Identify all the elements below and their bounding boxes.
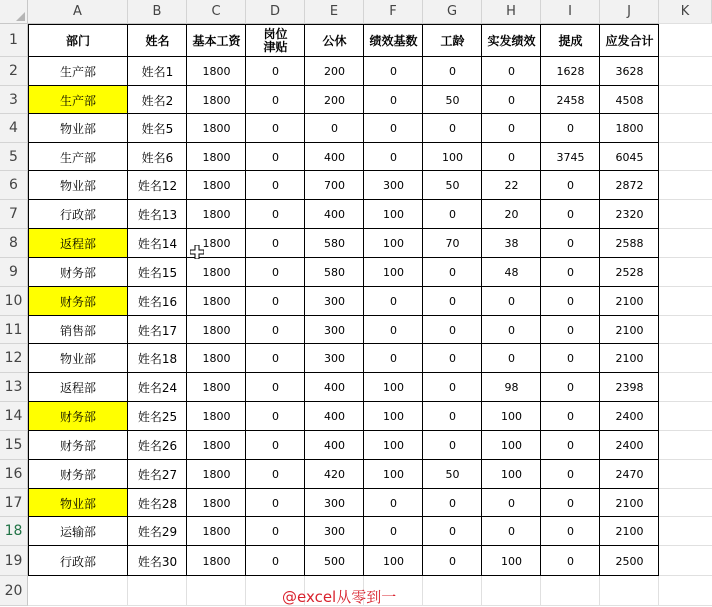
row-header-3[interactable]: 3 [0, 86, 28, 114]
header-cell-d[interactable]: 岗位 津贴 [263, 26, 288, 54]
header-cell-a[interactable]: 部门 [65, 34, 90, 48]
table-cell[interactable]: 2100 [615, 352, 644, 365]
table-cell[interactable]: 生产部 [59, 65, 96, 79]
table-cell[interactable]: 0 [567, 266, 574, 279]
table-cell[interactable]: 0 [567, 496, 574, 510]
table-cell[interactable]: 4508 [615, 93, 644, 107]
table-cell[interactable]: 0 [272, 150, 279, 164]
row-header-16[interactable]: 16 [0, 460, 28, 489]
table-cell[interactable]: 0 [449, 65, 456, 78]
table-cell[interactable]: 0 [272, 237, 279, 250]
table-cell[interactable]: 财务部 [28, 287, 128, 316]
table-cell[interactable]: 0 [567, 323, 574, 337]
table-cell[interactable]: 0 [272, 65, 279, 78]
table-cell[interactable]: 物业部 [59, 352, 96, 366]
table-cell[interactable]: 100 [383, 208, 404, 221]
table-cell[interactable]: 100 [501, 554, 522, 568]
table-cell[interactable]: 0 [272, 554, 279, 568]
table-cell[interactable]: 2100 [615, 323, 644, 337]
table-cell[interactable]: 生产部 [28, 86, 128, 114]
table-cell[interactable]: 姓名25 [137, 410, 178, 424]
table-cell[interactable]: 0 [390, 93, 397, 107]
table-cell[interactable]: 姓名24 [137, 381, 178, 395]
table-cell[interactable]: 100 [442, 150, 463, 164]
table-cell[interactable]: 2100 [615, 496, 644, 510]
row-header-1[interactable]: 1 [0, 24, 28, 57]
table-cell[interactable]: 0 [508, 295, 515, 308]
table-cell[interactable]: 0 [508, 352, 515, 365]
table-cell[interactable]: 0 [272, 208, 279, 221]
table-cell[interactable]: 0 [567, 179, 574, 192]
table-cell[interactable]: 0 [449, 410, 456, 423]
table-cell[interactable]: 1800 [615, 122, 644, 135]
table-cell[interactable]: 2500 [615, 554, 644, 568]
table-cell[interactable]: 0 [508, 122, 515, 135]
table-cell[interactable]: 0 [272, 266, 279, 279]
table-cell[interactable]: 物业部 [28, 489, 128, 517]
column-header-e[interactable]: E [305, 0, 364, 24]
row-header-15[interactable]: 15 [0, 431, 28, 460]
table-cell[interactable]: 0 [331, 122, 338, 135]
table-cell[interactable]: 2400 [615, 410, 644, 423]
table-cell[interactable]: 2398 [615, 381, 644, 394]
table-cell[interactable]: 1800 [202, 65, 231, 78]
table-cell[interactable]: 0 [390, 122, 397, 135]
column-header-j[interactable]: J [600, 0, 659, 24]
table-cell[interactable]: 0 [508, 65, 515, 78]
table-cell[interactable]: 1800 [202, 179, 231, 192]
table-cell[interactable]: 400 [324, 381, 345, 394]
table-cell[interactable]: 0 [272, 496, 279, 510]
table-cell[interactable]: 0 [272, 93, 279, 107]
table-cell[interactable]: 0 [272, 468, 279, 481]
table-cell[interactable]: 300 [383, 179, 404, 192]
select-all-corner[interactable] [0, 0, 28, 24]
row-header-10[interactable]: 10 [0, 287, 28, 316]
table-cell[interactable]: 1800 [202, 468, 231, 481]
column-header-i[interactable]: I [541, 0, 600, 24]
table-cell[interactable]: 400 [324, 410, 345, 423]
table-cell[interactable]: 300 [324, 352, 345, 365]
table-cell[interactable]: 100 [501, 410, 522, 423]
header-cell-g[interactable]: 工龄 [440, 34, 465, 48]
table-cell[interactable]: 0 [272, 352, 279, 365]
table-cell[interactable]: 1800 [202, 410, 231, 423]
table-cell[interactable]: 2400 [615, 439, 644, 452]
table-cell[interactable]: 100 [383, 381, 404, 394]
table-cell[interactable]: 0 [508, 150, 515, 164]
header-cell-c[interactable]: 基本工资 [192, 34, 241, 48]
table-cell[interactable]: 0 [272, 410, 279, 423]
table-cell[interactable]: 0 [567, 554, 574, 568]
table-cell[interactable]: 200 [324, 93, 345, 107]
table-cell[interactable]: 0 [390, 323, 397, 337]
table-cell[interactable]: 0 [390, 150, 397, 164]
table-cell[interactable]: 物业部 [59, 179, 96, 193]
table-cell[interactable]: 50 [445, 468, 460, 481]
table-cell[interactable]: 0 [567, 410, 574, 423]
table-cell[interactable]: 2588 [615, 237, 644, 250]
table-cell[interactable]: 0 [567, 208, 574, 221]
table-cell[interactable]: 1800 [202, 295, 231, 308]
table-cell[interactable]: 0 [272, 439, 279, 452]
column-header-a[interactable]: A [28, 0, 128, 24]
table-cell[interactable]: 1800 [202, 208, 231, 221]
column-header-h[interactable]: H [482, 0, 541, 24]
table-cell[interactable]: 0 [508, 323, 515, 337]
table-cell[interactable]: 1800 [202, 93, 231, 107]
table-cell[interactable]: 0 [272, 122, 279, 135]
header-cell-i[interactable]: 提成 [558, 34, 583, 48]
table-cell[interactable]: 返程部 [28, 229, 128, 258]
table-cell[interactable]: 姓名13 [137, 208, 178, 222]
table-cell[interactable]: 姓名15 [137, 266, 178, 280]
table-cell[interactable]: 0 [508, 496, 515, 510]
table-cell[interactable]: 0 [449, 352, 456, 365]
table-cell[interactable]: 0 [508, 93, 515, 107]
table-cell[interactable]: 姓名28 [137, 496, 178, 511]
table-cell[interactable]: 0 [272, 295, 279, 308]
table-cell[interactable]: 2320 [615, 208, 644, 221]
header-cell-f[interactable]: 绩效基数 [369, 34, 418, 48]
table-cell[interactable]: 580 [324, 237, 345, 250]
table-cell[interactable]: 1628 [556, 65, 585, 78]
table-cell[interactable]: 0 [449, 122, 456, 135]
table-cell[interactable]: 2458 [556, 93, 585, 107]
table-cell[interactable]: 0 [449, 266, 456, 279]
table-cell[interactable]: 0 [567, 525, 574, 538]
table-cell[interactable]: 70 [445, 237, 460, 250]
table-cell[interactable]: 50 [445, 179, 460, 192]
table-cell[interactable]: 0 [567, 237, 574, 250]
table-cell[interactable]: 姓名16 [137, 295, 178, 309]
table-cell[interactable]: 姓名6 [141, 150, 174, 165]
table-cell[interactable]: 0 [390, 496, 397, 510]
table-cell[interactable]: 返程部 [59, 381, 96, 395]
table-cell[interactable]: 0 [567, 439, 574, 452]
table-cell[interactable]: 400 [324, 150, 345, 164]
row-header-17[interactable]: 17 [0, 489, 28, 517]
watermark-text: @excel从零到一 [282, 588, 397, 606]
column-header-c[interactable]: C [187, 0, 246, 24]
table-cell[interactable]: 1800 [202, 323, 231, 337]
table-cell[interactable]: 1800 [202, 266, 231, 279]
table-cell[interactable]: 38 [504, 237, 519, 250]
table-cell[interactable]: 400 [324, 439, 345, 452]
table-cell[interactable]: 0 [272, 381, 279, 394]
table-cell[interactable]: 2528 [615, 266, 644, 279]
table-cell[interactable]: 580 [324, 266, 345, 279]
table-cell[interactable]: 0 [567, 295, 574, 308]
table-cell[interactable]: 0 [449, 323, 456, 337]
table-cell[interactable]: 300 [324, 525, 345, 538]
table-cell[interactable]: 1800 [202, 237, 231, 250]
table-cell[interactable]: 2872 [615, 179, 644, 192]
table-cell[interactable]: 姓名12 [137, 179, 178, 193]
row-header-5[interactable]: 5 [0, 143, 28, 171]
header-cell-e[interactable]: 公休 [322, 34, 347, 48]
column-header-f[interactable]: F [364, 0, 423, 24]
table-cell[interactable]: 1800 [202, 352, 231, 365]
table-cell[interactable]: 3745 [556, 150, 585, 164]
table-cell[interactable]: 420 [324, 468, 345, 481]
table-cell[interactable]: 0 [449, 496, 456, 510]
table-cell[interactable]: 6045 [615, 150, 644, 164]
row-header-11[interactable]: 11 [0, 316, 28, 344]
table-cell[interactable]: 0 [508, 525, 515, 538]
table-cell[interactable]: 1800 [202, 496, 231, 510]
table-cell[interactable]: 1800 [202, 439, 231, 452]
table-cell[interactable]: 100 [501, 468, 522, 481]
table-cell[interactable]: 100 [383, 468, 404, 481]
table-cell[interactable]: 0 [272, 323, 279, 337]
table-cell[interactable]: 0 [390, 295, 397, 308]
table-cell[interactable]: 700 [324, 179, 345, 192]
table-cell[interactable]: 0 [567, 468, 574, 481]
table-cell[interactable]: 1800 [202, 525, 231, 538]
row-header-2[interactable]: 2 [0, 57, 28, 86]
column-header-g[interactable]: G [423, 0, 482, 24]
row-header-14[interactable]: 14 [0, 402, 28, 431]
header-cell-h[interactable]: 实发绩效 [487, 34, 536, 48]
table-cell[interactable]: 生产部 [59, 150, 96, 165]
row-header-20[interactable]: 20 [0, 576, 28, 606]
table-cell[interactable]: 0 [390, 352, 397, 365]
table-cell[interactable]: 98 [504, 381, 519, 394]
table-cell[interactable]: 100 [383, 439, 404, 452]
table-cell[interactable]: 100 [383, 554, 404, 568]
table-cell[interactable]: 1800 [202, 150, 231, 164]
row-header-6[interactable]: 6 [0, 171, 28, 200]
table-cell[interactable]: 3628 [615, 65, 644, 78]
table-cell[interactable]: 100 [501, 439, 522, 452]
table-cell[interactable]: 300 [324, 496, 345, 510]
row-header-12[interactable]: 12 [0, 344, 28, 373]
table-cell[interactable]: 姓名30 [137, 554, 178, 569]
row-header-4[interactable]: 4 [0, 114, 28, 143]
table-cell[interactable]: 48 [504, 266, 519, 279]
table-cell[interactable]: 100 [383, 237, 404, 250]
table-cell[interactable]: 0 [567, 122, 574, 135]
table-cell[interactable]: 300 [324, 295, 345, 308]
table-cell[interactable]: 行政部 [59, 554, 96, 569]
table-cell[interactable]: 300 [324, 323, 345, 337]
plus-cross-cursor-icon [190, 245, 204, 259]
table-cell[interactable]: 2100 [615, 525, 644, 538]
row-header-13[interactable]: 13 [0, 373, 28, 402]
table-cell[interactable]: 姓名26 [137, 439, 178, 453]
table-cell[interactable]: 财务部 [59, 439, 96, 453]
column-header-b[interactable]: B [128, 0, 187, 24]
table-cell[interactable]: 姓名5 [141, 122, 174, 136]
table-cell[interactable]: 0 [272, 525, 279, 538]
table-cell[interactable]: 0 [449, 554, 456, 568]
table-cell[interactable]: 0 [390, 65, 397, 78]
row-header-8[interactable]: 8 [0, 229, 28, 258]
table-cell[interactable]: 0 [449, 381, 456, 394]
table-cell[interactable]: 销售部 [59, 323, 96, 338]
table-cell[interactable]: 1800 [202, 554, 231, 568]
table-cell[interactable]: 姓名27 [137, 468, 178, 482]
table-cell[interactable]: 500 [324, 554, 345, 568]
table-cell[interactable]: 姓名2 [141, 93, 174, 108]
table-cell[interactable]: 0 [567, 381, 574, 394]
table-cell[interactable]: 姓名1 [141, 65, 174, 79]
table-cell[interactable]: 姓名17 [137, 323, 178, 338]
table-cell[interactable]: 0 [567, 352, 574, 365]
header-cell-j[interactable]: 应发合计 [605, 34, 654, 48]
row-header-19[interactable]: 19 [0, 546, 28, 576]
table-cell[interactable]: 物业部 [59, 122, 96, 136]
table-cell[interactable]: 400 [324, 208, 345, 221]
table-cell[interactable]: 行政部 [59, 208, 96, 222]
table-cell[interactable]: 100 [383, 266, 404, 279]
table-cell[interactable]: 2470 [615, 468, 644, 481]
table-cell[interactable]: 22 [504, 179, 519, 192]
table-cell[interactable]: 0 [390, 525, 397, 538]
table-cell[interactable]: 运输部 [59, 525, 96, 539]
table-cell[interactable]: 1800 [202, 122, 231, 135]
row-header-18[interactable]: 18 [0, 517, 28, 546]
header-cell-b[interactable]: 姓名 [145, 34, 170, 48]
table-cell[interactable]: 财务部 [59, 266, 96, 280]
table-cell[interactable]: 0 [449, 525, 456, 538]
column-header-k[interactable]: K [659, 0, 712, 24]
table-cell[interactable]: 姓名29 [137, 525, 178, 539]
table-cell[interactable]: 1800 [202, 381, 231, 394]
table-cell[interactable]: 0 [272, 179, 279, 192]
table-cell[interactable]: 100 [383, 410, 404, 423]
table-cell[interactable]: 2100 [615, 295, 644, 308]
row-header-7[interactable]: 7 [0, 200, 28, 229]
table-cell[interactable]: 财务部 [59, 468, 96, 482]
column-header-d[interactable]: D [246, 0, 305, 24]
row-header-9[interactable]: 9 [0, 258, 28, 287]
table-cell[interactable]: 0 [449, 439, 456, 452]
table-cell[interactable]: 50 [445, 93, 460, 107]
table-cell[interactable]: 0 [449, 295, 456, 308]
table-cell[interactable]: 20 [504, 208, 519, 221]
table-cell[interactable]: 姓名18 [137, 352, 178, 366]
table-cell[interactable]: 0 [449, 208, 456, 221]
table-cell[interactable]: 200 [324, 65, 345, 78]
table-cell[interactable]: 财务部 [28, 402, 128, 431]
table-cell[interactable]: 姓名14 [137, 237, 178, 251]
